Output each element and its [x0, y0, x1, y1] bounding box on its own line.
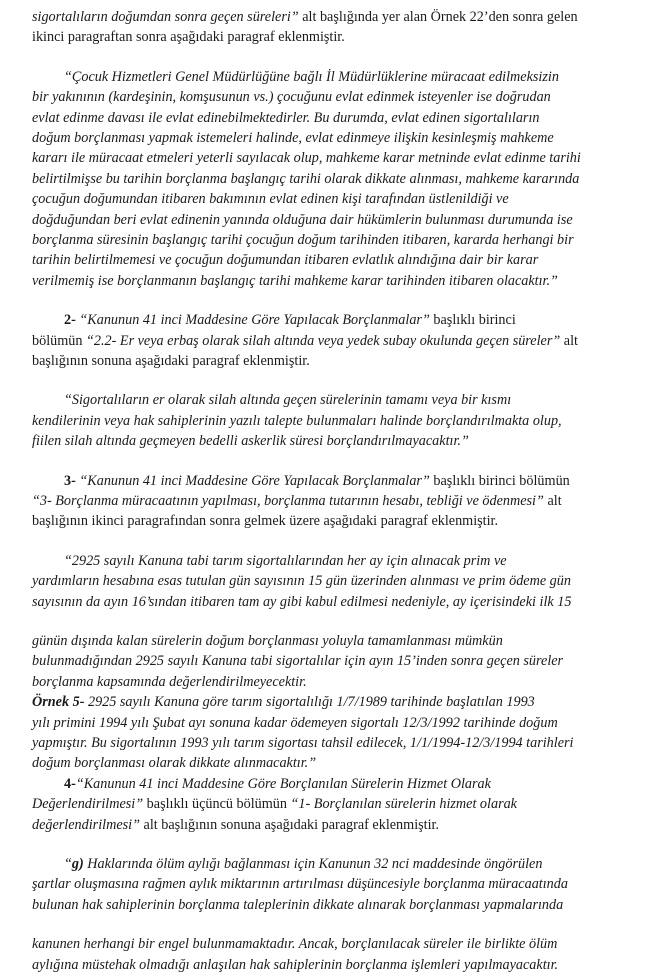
item-3-line-1: 3- “Kanunun 41 inci Maddesine Göre Yapılacak Borçlanmalar” başlıklı birinci bölümün [64, 472, 570, 489]
quote-4-line: şartlar oluşmasına rağmen aylık miktarının artırılması düşüncesiyle borçlanma müracaatında [32, 876, 568, 893]
example-5-line: yapmıştır. Bu sigortalının 1993 yılı tarım sigortası tahsil edilecek, 1/1/1994-12/3/1994 tarihleri [32, 735, 574, 751]
item-3-line-3: başlığının ikinci paragrafından sonra gelmek üzere aşağıdaki paragraf eklenmiştir. [32, 513, 499, 530]
quote-1-line: tarihin belirtilmemesi ve çocuğun doğumundan itibaren evlatlık alındığına dair bir karar [32, 252, 539, 269]
intro-line-2: ikinci paragraftan sonra aşağıdaki paragraf eklenmiştir. [32, 29, 345, 46]
quote-2-line: “Sigortalıların er olarak silah altında geçen sürelerinin tamamı veya bir kısmı [64, 392, 512, 409]
quote-1-line: doğum borçlanması yapmak istemeleri halinde, evlat edinmeye ilişkin kesinleşmiş mahkeme [32, 130, 554, 146]
quote-1-line: belirtilmişse bu tarihin borçlanma başlangıç tarihi olarak dikkate alınması, mahkeme kararında [32, 170, 580, 187]
quote-4-line: aylığına müstehak olmadığı anlaşılan hak sahiplerinin borçlanma işlemleri yapılmayacaktır. [32, 956, 559, 973]
quote-4-line: kanunen herhangi bir engel bulunmamaktadır. Ancak, borçlanılacak süreler ile birlikte ölüm [32, 936, 558, 953]
quote-1-line: borçlanma süresinin başlangıç tarihi çocuğun doğum tarihinden itibaren, kararda herhangi bir [32, 232, 574, 248]
quote-4-line: bulunan hak sahiplerinin borçlanma taleplerinin dikkate alınarak borçlanması yapmalarında [32, 896, 564, 913]
item-4-line-2: Değerlendirilmesi” başlıklı üçüncü bölümün “1- Borçlanılan sürelerin hizmet olarak [32, 796, 517, 813]
item-2-line-3: başlığının sonuna aşağıdaki paragraf eklenmiştir. [32, 353, 310, 369]
quote-3-line: bulunmadığından 2925 sayılı Kanuna tabi sigortalılar için ayın 15’inden sonra geçen süreler [32, 653, 564, 670]
example-5-line-1: Örnek 5- 2925 sayılı Kanuna göre tarım sigortalılığı 1/7/1989 tarihinde başlatılan 1993 [32, 694, 535, 711]
quote-1-line: kararı ile müracaat etmeleri yeterli sayılacak olup, mahkeme karar metninde evlat edinme tarihi [32, 150, 581, 167]
item-4-line-3: değerlendirilmesi” alt başlığının sonuna aşağıdaki paragraf eklenmiştir. [32, 816, 440, 833]
quote-3-line: “2925 sayılı Kanuna tabi tarım sigortalılarından her ay için alınacak prim ve [64, 552, 507, 569]
item-3-line-2: “3- Borçlanma müracaatının yapılması, borçlanma tutarının hesabı, tebliği ve ödenmesi” alt [32, 493, 562, 509]
intro-line-1: sigortalıların doğumdan sonra geçen süreleri” alt başlığında yer alan Örnek 22’den sonra gelen [32, 9, 578, 25]
item-2-line-1: 2- “Kanunun 41 inci Maddesine Göre Yapılacak Borçlanmalar” başlıklı birinci [64, 312, 516, 329]
example-5-line: yılı primini 1994 yılı Şubat ayı sonuna kadar ödemeyen sigortalı 12/3/1992 tarihinde doğum [32, 714, 558, 731]
quote-1-line: bir yakınının (kardeşinin, komşusunun vs.) çocuğunu evlat edinmek isteyenler ise doğrudan [32, 89, 551, 106]
quote-3-line: yardımların hesabına esas tutulan gün sayısının 15 gün üzerinden alınması ve prim ödeme gün [32, 573, 571, 590]
quote-1-line: “Çocuk Hizmetleri Genel Müdürlüğüne bağlı İl Müdürlüklerine müracaat edilmeksizin [64, 68, 559, 85]
quote-1-line: doğduğundan beri evlat edinenin yanında olduğuna dair hükümlerin bulunması durumunda ise [32, 211, 573, 228]
quote-3-line: borçlanma kapsamında değerlendirilmeyecektir. [32, 673, 307, 690]
example-5-line: doğum borçlanması olarak dikkate alınmacaktır.” [32, 755, 317, 772]
quote-1-line: çocuğun doğumundan itibaren bakımının evlat edinen kişi tarafından üstlenildiği ve [32, 191, 509, 208]
quote-4-line-1: “g) Haklarında ölüm aylığı bağlanması için Kanunun 32 nci maddesinde öngörülen [64, 856, 543, 872]
item-2-line-2: bölümün “2.2- Er veya erbaş olarak silah altında veya yedek subay okulunda geçen süreler” alt [32, 332, 578, 349]
quote-2-line: fiilen silah altında geçmeyen bedelli askerlik süresi borçlandırılmayacaktır.” [32, 433, 469, 450]
quote-1-line: evlat edinme davası ile evlat edinebilmektedirler. Bu durumda, evlat edinen sigortalıların [32, 109, 540, 126]
quote-3-line: sayısının da ayın 16’sından itibaren tam ay gibi kabul edilmesi nedeniyle, ay içerisindeki ilk 15 [32, 593, 572, 610]
quote-3-line: günün dışında kalan sürelerin doğum borçlanması yoluyla tamamlanması mümkün [32, 633, 503, 649]
item-4-line-1: 4-“Kanunun 41 inci Maddesine Göre Borçlanılan Sürelerin Hizmet Olarak [64, 775, 491, 792]
quote-2-line: kendilerinin veya hak sahiplerinin yazılı talepte bulunmaları halinde borçlandırılmakta olup, [32, 412, 562, 429]
quote-1-line: verilmemiş ise borçlanmanın başlangıç tarihi mahkeme karar tarihinden itibaren olacaktır.” [32, 272, 558, 289]
